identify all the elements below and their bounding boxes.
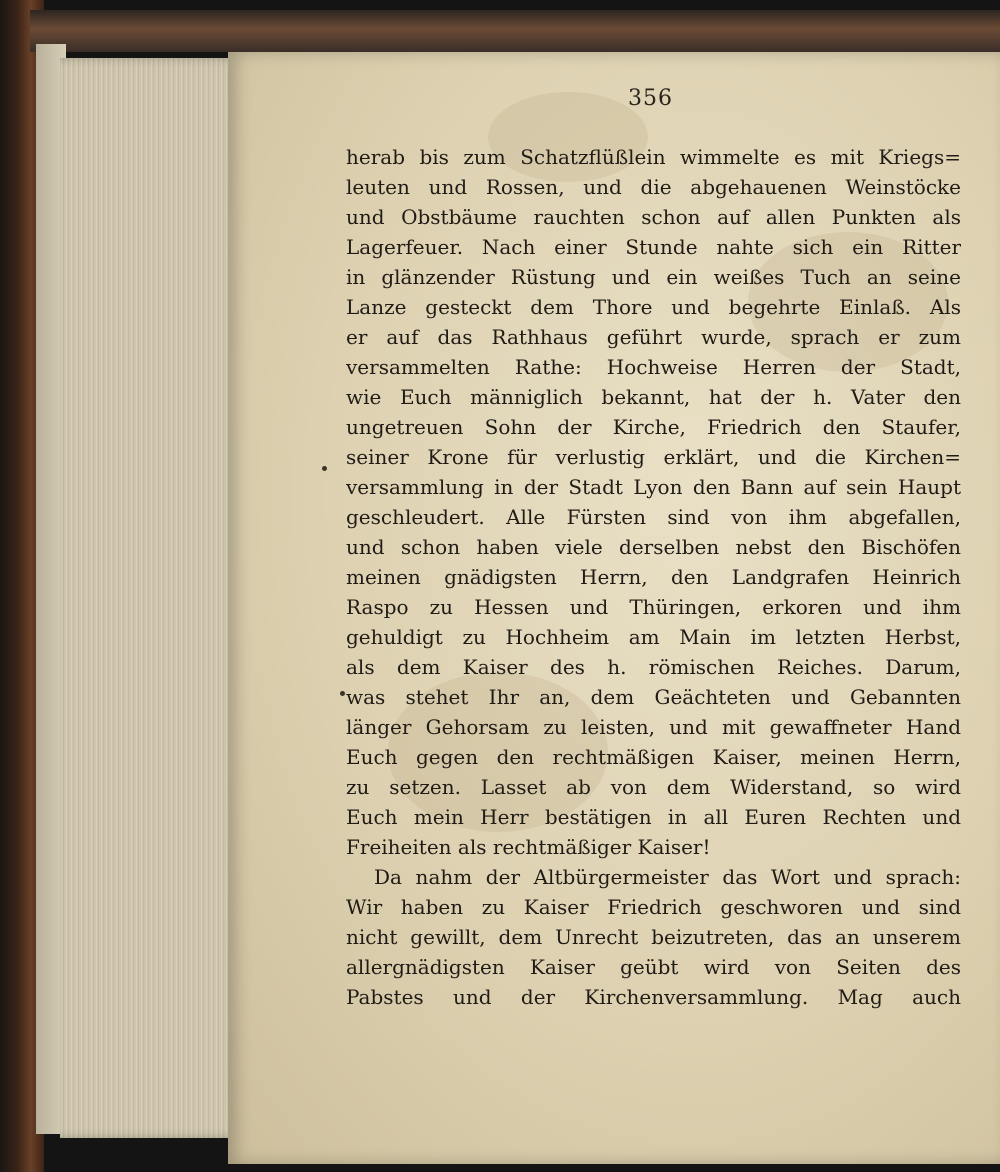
text-line: Freiheiten als rechtmäßiger Kaiser! xyxy=(346,835,711,859)
text-line: Pabstes und der Kirchenversammlung. Mag auch xyxy=(346,985,961,1009)
text-line: ungetreuen Sohn der Kirche, Friedrich den Staufer, xyxy=(346,415,961,439)
text-line: was stehet Ihr an, dem Geächteten und Gebannten xyxy=(346,685,961,709)
page-number: 356 xyxy=(628,86,673,111)
text-line: wie Euch männiglich bekannt, hat der h. Vater den xyxy=(346,385,961,409)
text-line: er auf das Rathhaus geführt wurde, sprach er zum xyxy=(346,325,961,349)
book-cover-top xyxy=(30,10,1000,52)
text-line: versammelten Rathe: Hochweise Herren der Stadt, xyxy=(346,355,961,379)
text-line: Euch mein Herr bestätigen in all Euren Rechten und xyxy=(346,805,961,829)
text-line: Wir haben zu Kaiser Friedrich geschworen und sind xyxy=(346,895,961,919)
text-line: Lanze gesteckt dem Thore und begehrte Einlaß. Als xyxy=(346,295,961,319)
text-line: in glänzender Rüstung und ein weißes Tuch an seine xyxy=(346,265,961,289)
text-line: zu setzen. Lasset ab von dem Widerstand, so wird xyxy=(346,775,961,799)
body-text xyxy=(346,142,961,1012)
text-line: allergnädigsten Kaiser geübt wird von Seiten des xyxy=(346,955,961,979)
text-line: Lagerfeuer. Nach einer Stunde nahte sich ein Ritter xyxy=(346,235,961,259)
page-stack xyxy=(60,58,240,1138)
text-line: als dem Kaiser des h. römischen Reiches. Darum, xyxy=(346,655,961,679)
text-line: und Obstbäume rauchten schon auf allen Punkten als xyxy=(346,205,961,229)
text-line: Da nahm der Altbürgermeister das Wort und sprach: xyxy=(374,865,961,889)
text-line: herab bis zum Schatzflüßlein wimmelte es mit Kriegs= xyxy=(346,145,961,169)
text-line: versammlung in der Stadt Lyon den Bann auf sein Haupt xyxy=(346,475,961,499)
text-line: nicht gewillt, dem Unrecht beizutreten, das an unserem xyxy=(346,925,961,949)
margin-mark xyxy=(340,691,345,696)
text-line: länger Gehorsam zu leisten, und mit gewaffneter Hand xyxy=(346,715,961,739)
margin-mark xyxy=(322,466,327,471)
text-line: meinen gnädigsten Herrn, den Landgrafen Heinrich xyxy=(346,565,961,589)
text-line: gehuldigt zu Hochheim am Main im letzten Herbst, xyxy=(346,625,961,649)
text-line: Raspo zu Hessen und Thüringen, erkoren und ihm xyxy=(346,595,961,619)
text-line: und schon haben viele derselben nebst den Bischöfen xyxy=(346,535,961,559)
text-line: geschleudert. Alle Fürsten sind von ihm abgefallen, xyxy=(346,505,961,529)
text-line: Euch gegen den rechtmäßigen Kaiser, meinen Herrn, xyxy=(346,745,961,769)
text-line: leuten und Rossen, und die abgehauenen Weinstöcke xyxy=(346,175,961,199)
text-line: seiner Krone für verlustig erklärt, und die Kirchen= xyxy=(346,445,961,469)
